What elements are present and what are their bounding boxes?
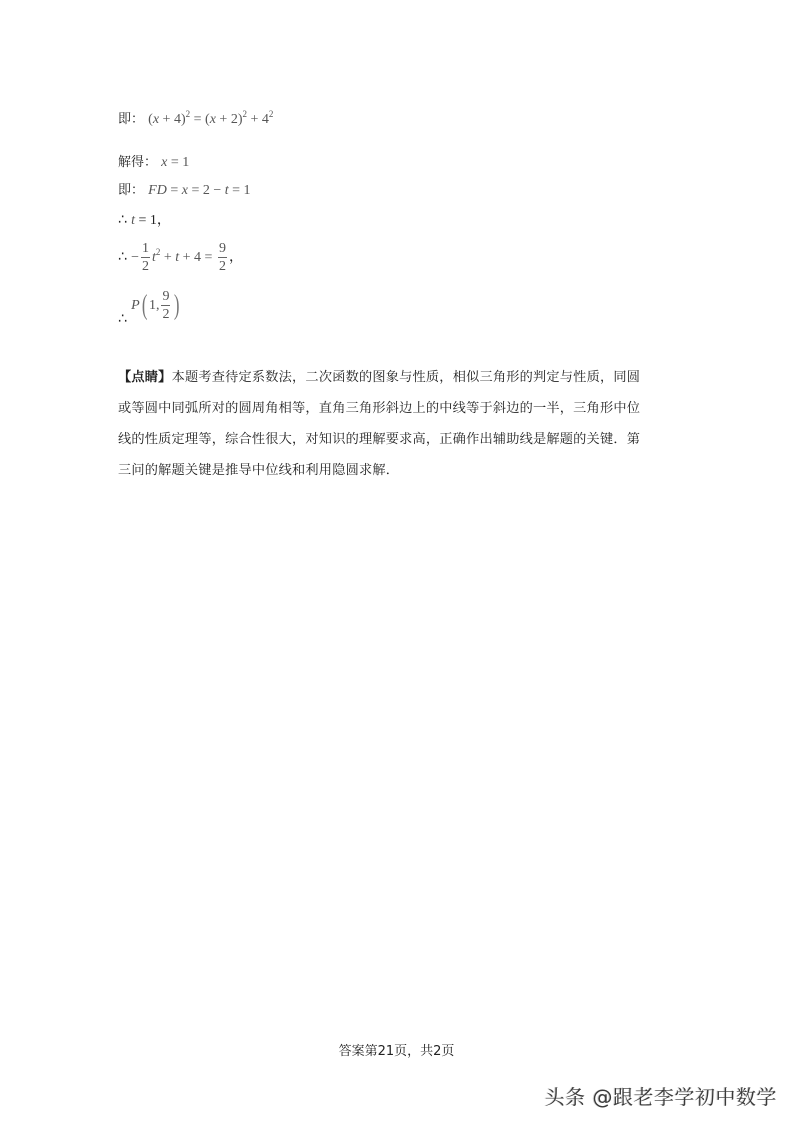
page-footer: 答案第21页，共2页 <box>338 1044 455 1059</box>
solution-step-5 <box>118 242 243 274</box>
watermark: 头条 @跟老李学初中数学 <box>544 1085 777 1109</box>
point-coordinates: P( 1, $\frac{9}{2}$ ) <box>131 289 180 322</box>
therefore-icon: ∴ <box>118 212 127 228</box>
solution-step-1 <box>118 110 273 127</box>
equation: t = 1， <box>131 213 171 228</box>
equation: − $\frac{1}{2}$ $t^2 + t + 4$ = $\frac{9}{2}$ ， <box>131 241 243 274</box>
key-point-commentary <box>118 362 678 486</box>
equation: FD = x = 2 − t = 1 <box>148 183 251 198</box>
therefore-icon: ∴ <box>118 249 127 266</box>
equation: x = 1 <box>161 155 190 170</box>
step-label: 解得： <box>118 155 158 170</box>
step-label: 即： <box>118 112 145 127</box>
solution-step-2 <box>118 156 189 170</box>
solution-step-6 <box>118 289 182 328</box>
commentary-line-1: 【点睛】本题考查待定系数法，二次函数的图象与性质，相似三角形的判定与性质，同圆 <box>118 370 641 385</box>
equation: $(x + 4)^2 = (x + 2)^2 + 4^2$ <box>148 109 274 127</box>
step-label: 即： <box>118 183 145 198</box>
commentary-line-2: 或等圆中同弧所对的圆周角相等，直角三角形斜边上的中线等于斜边的一半，三角形中位 <box>118 401 641 416</box>
therefore-icon: ∴ <box>118 311 127 328</box>
commentary-line-3: 线的性质定理等，综合性很大，对知识的理解要求高，正确作出辅助线是解题的关键．第 <box>118 432 641 447</box>
key-point-tag: 【点睛】 <box>118 370 172 385</box>
solution-step-3 <box>118 184 251 198</box>
solution-step-4 <box>118 213 171 228</box>
commentary-line-4: 三问的解题关键是推导中位线和利用隐圆求解． <box>118 463 400 478</box>
